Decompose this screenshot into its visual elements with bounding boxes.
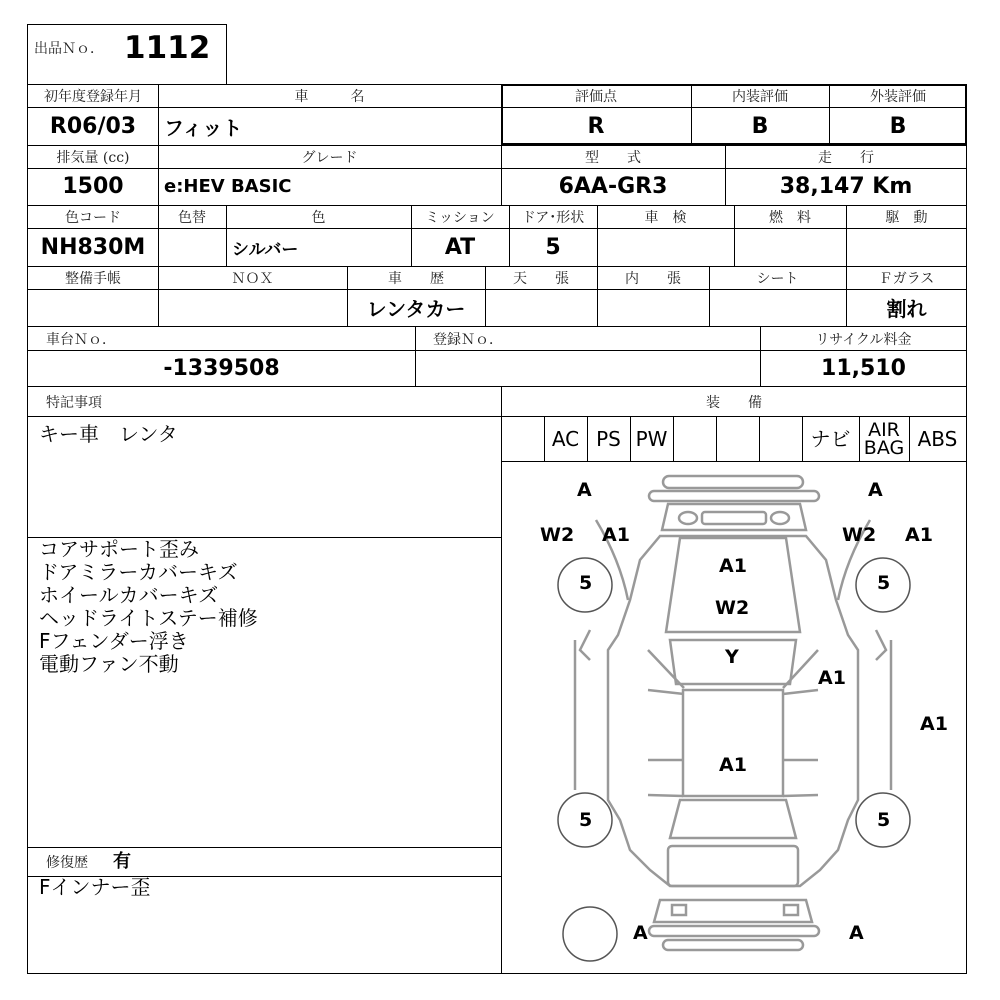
equipment-item [501, 417, 544, 461]
mark-right-side-a1: A1 [920, 713, 948, 735]
equipment-item-pw: PW [635, 427, 668, 451]
mark-windshield-y: Y [725, 646, 739, 668]
lot-label: 出品Ｎｏ． [34, 41, 104, 57]
mark-tire-fl: 5 [579, 572, 593, 594]
equipment-item-ps: PS [596, 427, 621, 451]
car-name-label: 車 名 [294, 89, 365, 105]
ceiling-value [485, 289, 597, 326]
mark-fr-w2: W2 [842, 524, 877, 546]
fuel-value [734, 228, 846, 266]
front-glass-value: 割れ [886, 297, 927, 321]
notes-item: ヘッドライトステー補修 [39, 606, 258, 630]
notes-item: 電動ファン不動 [39, 652, 179, 676]
mark-rear-left: A [633, 922, 648, 944]
notes-item: ドアミラーカバーキズ [39, 560, 238, 584]
repair-detail: Fインナー歪 [39, 875, 151, 899]
exterior-value: B [889, 113, 907, 139]
score-value: R [587, 113, 605, 139]
transmission-value: AT [444, 234, 476, 260]
mileage-value: 38,147 Km [779, 174, 913, 199]
notes-line1: キー車 レンタ [39, 422, 178, 446]
mark-tire-rl: 5 [579, 809, 593, 831]
mark-fr-a1: A1 [905, 524, 933, 546]
grade-label: グレード [301, 150, 358, 166]
registration-label: 登録Ｎｏ． [433, 331, 503, 348]
drive-value [846, 228, 967, 266]
equipment-label: 装 備 [706, 395, 762, 411]
mark-hood-w2: W2 [715, 597, 750, 619]
recolor-label: 色替 [178, 210, 206, 226]
repair-label: 修復歴 [46, 855, 88, 871]
ceiling-label: 天 張 [513, 271, 569, 287]
first-reg-value: R06/03 [49, 113, 137, 139]
color-code-label: 色コード [65, 210, 121, 226]
displacement-label: 排気量 (cc) [56, 150, 130, 166]
rule [27, 847, 501, 848]
repair-value: 有 [113, 851, 131, 872]
front-glass-label: Ｆガラス [878, 271, 935, 287]
model-value: 6AA-GR3 [558, 174, 668, 199]
inspection-value [597, 228, 734, 266]
model-label: 型 式 [585, 150, 641, 166]
lot-number: 1112 [124, 30, 211, 66]
displacement-value: 1500 [62, 174, 124, 199]
mark-front-right: A [868, 479, 883, 501]
service-book-value [28, 289, 158, 326]
chassis-label: 車台Ｎｏ． [46, 331, 116, 348]
mark-tire-fr: 5 [877, 572, 891, 594]
nox-value [158, 289, 347, 326]
notes-items [39, 538, 258, 676]
interior-label: 内装評価 [732, 89, 788, 105]
equipment-item [716, 417, 759, 461]
grade-value: e:HEV BASIC [164, 176, 292, 197]
score-label: 評価点 [575, 89, 617, 105]
inspection-label: 車 検 [644, 210, 687, 226]
first-reg-label: 初年度登録年月 [44, 89, 142, 105]
fuel-label: 燃 料 [769, 210, 811, 226]
seat-value [709, 289, 846, 326]
exterior-label: 外装評価 [870, 89, 926, 105]
rule [27, 386, 967, 387]
transmission-label: ミッション [425, 210, 495, 226]
color-value: シルバー [232, 239, 299, 260]
history-value: レンタカー [366, 297, 466, 321]
history-label: 車 歴 [388, 271, 444, 287]
mark-hood-a1: A1 [719, 555, 747, 577]
recycle-label: リサイクル料金 [815, 331, 912, 348]
mark-right-a1: A1 [818, 667, 846, 689]
mileage-label: 走 行 [818, 150, 874, 166]
equipment-item-airbag: AIR BAG [863, 419, 905, 459]
equipment-item-abs: ABS [917, 427, 958, 451]
recolor-value [158, 228, 226, 266]
notes-label: 特記事項 [46, 395, 102, 411]
mark-fl-a1: A1 [602, 524, 630, 546]
interior-trim-value [597, 289, 709, 326]
equipment-item [673, 417, 716, 461]
equipment-item-navi: ナビ [810, 427, 851, 451]
seat-label: シート [756, 271, 799, 287]
mark-fl-w2: W2 [540, 524, 575, 546]
doors-label: ドア･形状 [521, 210, 585, 226]
color-code-value: NH830M [40, 234, 146, 260]
mark-tire-rr: 5 [877, 809, 891, 831]
color-label: 色 [311, 210, 326, 226]
notes-item: ホイールカバーキズ [39, 583, 219, 607]
car-name-value: フィット [164, 115, 243, 140]
mark-rear-right: A [849, 922, 864, 944]
interior-trim-label: 内 張 [625, 271, 681, 287]
nox-label: ＮＯＸ [231, 271, 274, 287]
chassis-value: -1339508 [163, 355, 280, 381]
notes-item: コアサポート歪み [39, 537, 199, 561]
interior-value: B [751, 113, 769, 139]
spare-tire [563, 907, 617, 961]
recycle-value: 11,510 [821, 355, 906, 381]
doors-value: 5 [545, 234, 561, 260]
mark-front-left: A [577, 479, 592, 501]
notes-item: Fフェンダー浮き [39, 629, 189, 653]
service-book-label: 整備手帳 [65, 271, 121, 287]
equipment-item-ac: AC [551, 427, 580, 451]
registration-value [415, 350, 760, 386]
drive-label: 駆 動 [885, 210, 928, 226]
equipment-item [759, 417, 802, 461]
mark-roof-a1: A1 [719, 754, 747, 776]
